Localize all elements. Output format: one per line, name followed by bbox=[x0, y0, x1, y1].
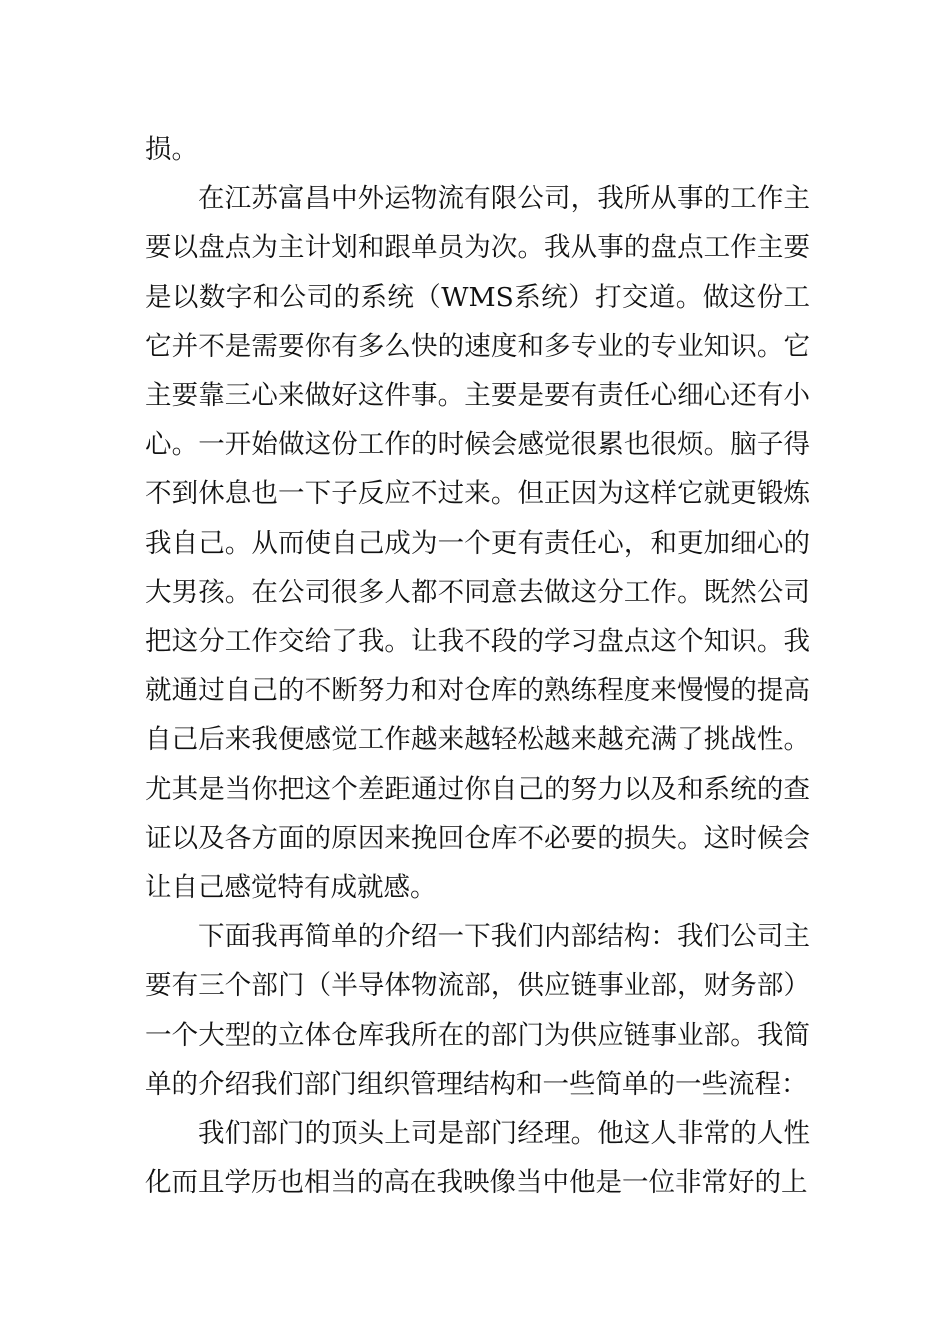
paragraph-department-manager: 我们部门的顶头上司是部门经理。他这人非常的人性化而且学历也相当的高在我映像当中他是一位非常好的上 bbox=[145, 1118, 810, 1199]
paragraph-inventory-work: 在江苏富昌中外运物流有限公司，我所从事的工作主要以盘点为主计划和跟单员为次。我从事的盘点工作主要是以数字和公司的系统（WMS系统）打交道。做这份工它并不是需要你有多么快的速度和多专业的专业知识。它主要靠三心来做好这件事。主要是要有责任心细心还有小心。一开始做这份工作的时候会感觉很累也很烦。脑子得不到休息也一下子反应不过来。但正因为这样它就更锻炼我自己。从而使自己成为一个更有责任心，和更加细心的大男孩。在公司很多人都不同意去做这分工作。既然公司把这分工作交给了我。让我不段的学习盘点这个知识。我就通过自己的不断努力和对仓库的熟练程度来慢慢的提高自己后来我便感觉工作越来越轻松越来越充满了挑战性。尤其是当你把这个差距通过你自己的努力以及和系统的查证以及各方面的原因来挽回仓库不必要的损失。这时候会让自己感觉特有成就感。 bbox=[145, 183, 810, 904]
paragraph-continuation: 损。 bbox=[145, 134, 198, 165]
document-body bbox=[145, 125, 810, 1207]
paragraph-company-structure: 下面我再简单的介绍一下我们内部结构：我们公司主要有三个部门（半导体物流部，供应链事业部，财务部）一个大型的立体仓库我所在的部门为供应链事业部。我简单的介绍我们部门组织管理结构和一些简单的一些流程： bbox=[145, 921, 810, 1100]
